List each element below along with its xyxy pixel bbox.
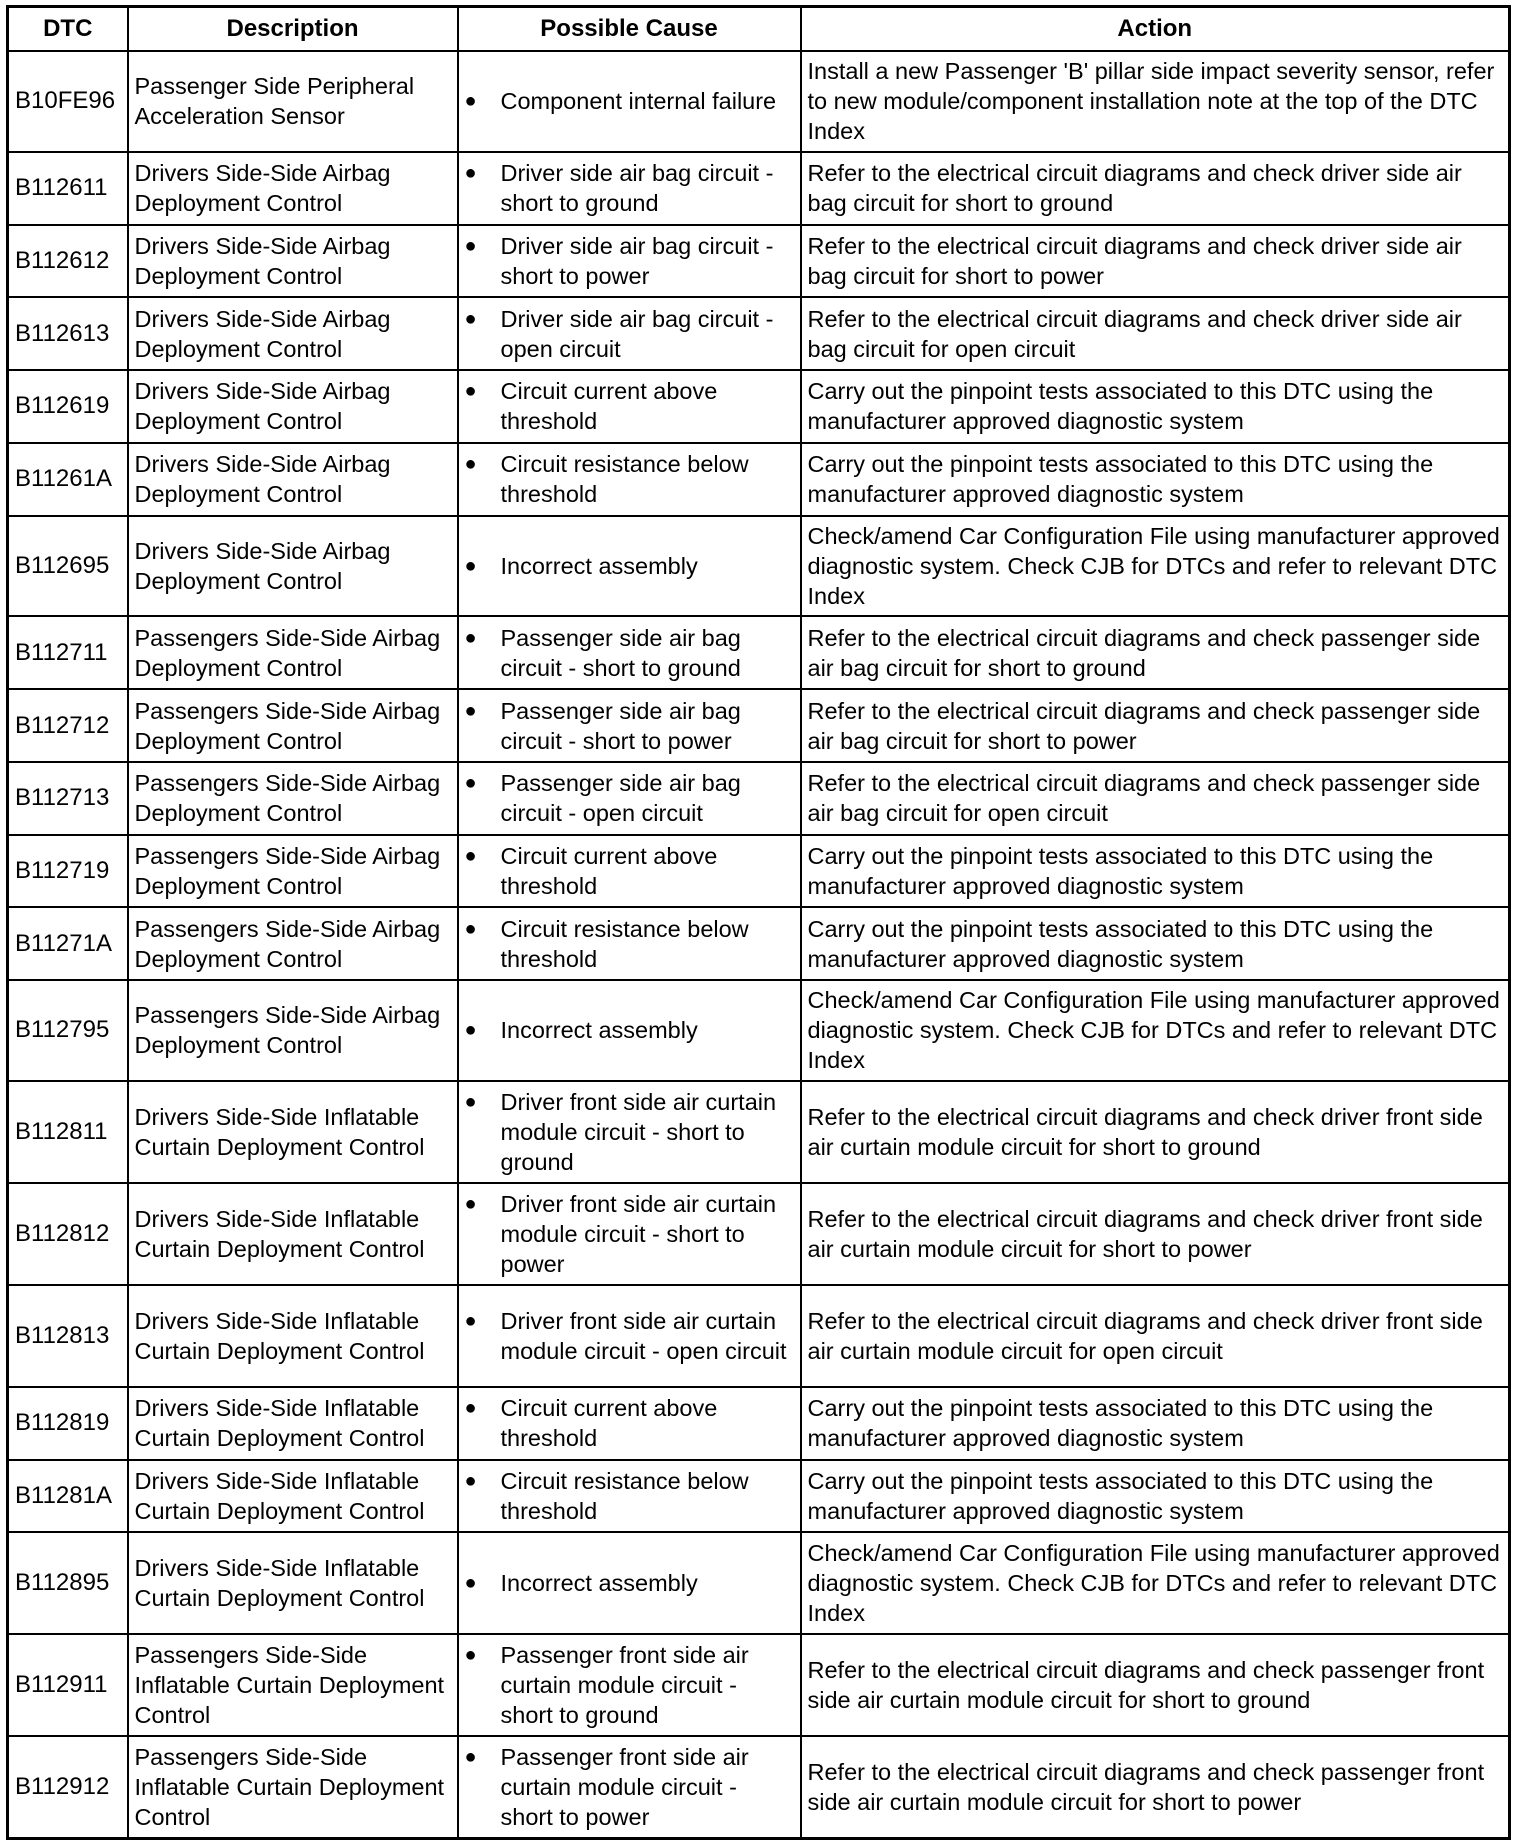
possible-cause-text: Circuit resistance below threshold bbox=[500, 451, 749, 508]
dtc-description: Passengers Side-Side Airbag Deployment Control bbox=[128, 762, 458, 835]
bullet-icon: ● bbox=[464, 554, 477, 577]
possible-cause-text: Circuit current above threshold bbox=[500, 1395, 718, 1452]
dtc-description: Passengers Side-Side Inflatable Curtain Deployment Control bbox=[128, 1634, 458, 1736]
table-row bbox=[8, 1460, 1510, 1533]
action-text: Check/amend Car Configuration File using manufacturer approved diagnostic system. Check CJB for DTCs and refer to relevant DTC Index bbox=[801, 1532, 1510, 1634]
possible-cause-cell bbox=[458, 443, 801, 516]
dtc-code: B112912 bbox=[8, 1736, 128, 1838]
dtc-description: Drivers Side-Side Airbag Deployment Control bbox=[128, 152, 458, 225]
dtc-code: B10FE96 bbox=[8, 51, 128, 152]
table-row bbox=[8, 297, 1510, 370]
table-row bbox=[8, 225, 1510, 298]
dtc-code: B112713 bbox=[8, 762, 128, 835]
table-row bbox=[8, 835, 1510, 908]
action-text: Carry out the pinpoint tests associated to this DTC using the manufacturer approved diagnostic system bbox=[801, 907, 1510, 980]
table-row bbox=[8, 1532, 1510, 1634]
dtc-description: Drivers Side-Side Inflatable Curtain Deployment Control bbox=[128, 1532, 458, 1634]
header-action: Action bbox=[801, 7, 1510, 52]
action-text: Refer to the electrical circuit diagrams and check driver front side air curtain module circuit for short to ground bbox=[801, 1081, 1510, 1183]
possible-cause-cell bbox=[458, 1081, 801, 1183]
table-row bbox=[8, 1285, 1510, 1387]
action-text: Carry out the pinpoint tests associated to this DTC using the manufacturer approved diagnostic system bbox=[801, 835, 1510, 908]
action-text: Refer to the electrical circuit diagrams and check passenger side air bag circuit for open circuit bbox=[801, 762, 1510, 835]
dtc-description: Drivers Side-Side Airbag Deployment Control bbox=[128, 443, 458, 516]
dtc-description: Passenger Side Peripheral Acceleration Sensor bbox=[128, 51, 458, 152]
bullet-icon: ● bbox=[464, 162, 477, 185]
bullet-icon: ● bbox=[464, 626, 477, 649]
bullet-icon: ● bbox=[464, 1469, 477, 1492]
table-row bbox=[8, 516, 1510, 617]
possible-cause-cell bbox=[458, 689, 801, 762]
action-text: Check/amend Car Configuration File using manufacturer approved diagnostic system. Check CJB for DTCs and refer to relevant DTC Index bbox=[801, 516, 1510, 617]
possible-cause-text: Driver side air bag circuit - open circuit bbox=[500, 305, 774, 362]
action-text: Refer to the electrical circuit diagrams and check driver side air bag circuit for short to ground bbox=[801, 152, 1510, 225]
possible-cause-cell bbox=[458, 516, 801, 617]
table-header-row bbox=[8, 7, 1510, 52]
action-text: Install a new Passenger 'B' pillar side impact severity sensor, refer to new module/component installation note at the top of the DTC Index bbox=[801, 51, 1510, 152]
bullet-icon: ● bbox=[464, 1572, 477, 1595]
table-row bbox=[8, 443, 1510, 516]
dtc-description: Passengers Side-Side Airbag Deployment Control bbox=[128, 835, 458, 908]
header-description: Description bbox=[128, 7, 458, 52]
bullet-icon: ● bbox=[464, 1090, 477, 1113]
dtc-code: B112695 bbox=[8, 516, 128, 617]
possible-cause-text: Incorrect assembly bbox=[500, 552, 698, 579]
dtc-code: B112811 bbox=[8, 1081, 128, 1183]
possible-cause-cell bbox=[458, 225, 801, 298]
bullet-icon: ● bbox=[464, 380, 477, 403]
dtc-description: Passengers Side-Side Airbag Deployment Control bbox=[128, 689, 458, 762]
possible-cause-cell bbox=[458, 907, 801, 980]
bullet-icon: ● bbox=[464, 235, 477, 258]
table-row bbox=[8, 907, 1510, 980]
dtc-description: Drivers Side-Side Airbag Deployment Control bbox=[128, 516, 458, 617]
bullet-icon: ● bbox=[464, 1019, 477, 1042]
dtc-table bbox=[6, 5, 1511, 1840]
possible-cause-text: Circuit resistance below threshold bbox=[500, 1467, 749, 1524]
action-text: Refer to the electrical circuit diagrams and check passenger front side air curtain module circuit for short to ground bbox=[801, 1634, 1510, 1736]
possible-cause-text: Passenger side air bag circuit - open circuit bbox=[500, 770, 741, 827]
possible-cause-text: Passenger side air bag circuit - short to ground bbox=[500, 624, 741, 681]
dtc-description: Drivers Side-Side Airbag Deployment Control bbox=[128, 297, 458, 370]
table-row bbox=[8, 1183, 1510, 1285]
table-row bbox=[8, 1081, 1510, 1183]
possible-cause-cell bbox=[458, 370, 801, 443]
possible-cause-text: Incorrect assembly bbox=[500, 1017, 698, 1044]
bullet-icon: ● bbox=[464, 453, 477, 476]
possible-cause-cell bbox=[458, 152, 801, 225]
action-text: Carry out the pinpoint tests associated to this DTC using the manufacturer approved diagnostic system bbox=[801, 443, 1510, 516]
possible-cause-cell bbox=[458, 1532, 801, 1634]
bullet-icon: ● bbox=[464, 307, 477, 330]
table-row bbox=[8, 152, 1510, 225]
table-row bbox=[8, 762, 1510, 835]
dtc-code: B112719 bbox=[8, 835, 128, 908]
possible-cause-text: Driver front side air curtain module circuit - short to ground bbox=[500, 1088, 777, 1175]
bullet-icon: ● bbox=[464, 1644, 477, 1667]
dtc-code: B112795 bbox=[8, 980, 128, 1081]
dtc-description: Passengers Side-Side Airbag Deployment Control bbox=[128, 616, 458, 689]
dtc-description: Drivers Side-Side Inflatable Curtain Deployment Control bbox=[128, 1387, 458, 1460]
dtc-code: B11281A bbox=[8, 1460, 128, 1533]
header-possible-cause: Possible Cause bbox=[458, 7, 801, 52]
action-text: Refer to the electrical circuit diagrams and check passenger side air bag circuit for short to ground bbox=[801, 616, 1510, 689]
action-text: Carry out the pinpoint tests associated to this DTC using the manufacturer approved diagnostic system bbox=[801, 370, 1510, 443]
dtc-code: B112611 bbox=[8, 152, 128, 225]
possible-cause-cell bbox=[458, 1736, 801, 1838]
bullet-icon: ● bbox=[464, 1309, 477, 1332]
possible-cause-cell bbox=[458, 616, 801, 689]
table-row bbox=[8, 1634, 1510, 1736]
dtc-description: Passengers Side-Side Inflatable Curtain Deployment Control bbox=[128, 1736, 458, 1838]
dtc-description: Drivers Side-Side Airbag Deployment Control bbox=[128, 370, 458, 443]
possible-cause-cell bbox=[458, 980, 801, 1081]
dtc-description: Passengers Side-Side Airbag Deployment Control bbox=[128, 907, 458, 980]
dtc-code: B112711 bbox=[8, 616, 128, 689]
header-dtc: DTC bbox=[8, 7, 128, 52]
table-row bbox=[8, 51, 1510, 152]
table-row bbox=[8, 980, 1510, 1081]
possible-cause-text: Passenger front side air curtain module circuit - short to ground bbox=[500, 1642, 749, 1729]
possible-cause-cell bbox=[458, 51, 801, 152]
possible-cause-cell bbox=[458, 1634, 801, 1736]
dtc-code: B112895 bbox=[8, 1532, 128, 1634]
table-row bbox=[8, 370, 1510, 443]
table-row bbox=[8, 1736, 1510, 1838]
possible-cause-cell bbox=[458, 1387, 801, 1460]
dtc-code: B112813 bbox=[8, 1285, 128, 1387]
possible-cause-cell bbox=[458, 1285, 801, 1387]
action-text: Refer to the electrical circuit diagrams and check driver front side air curtain module circuit for open circuit bbox=[801, 1285, 1510, 1387]
possible-cause-cell bbox=[458, 297, 801, 370]
table-body bbox=[8, 51, 1510, 1839]
bullet-icon: ● bbox=[464, 844, 477, 867]
dtc-code: B112911 bbox=[8, 1634, 128, 1736]
action-text: Refer to the electrical circuit diagrams and check passenger front side air curtain module circuit for short to power bbox=[801, 1736, 1510, 1838]
possible-cause-text: Circuit current above threshold bbox=[500, 378, 718, 435]
action-text: Check/amend Car Configuration File using manufacturer approved diagnostic system. Check CJB for DTCs and refer to relevant DTC Index bbox=[801, 980, 1510, 1081]
action-text: Carry out the pinpoint tests associated to this DTC using the manufacturer approved diagnostic system bbox=[801, 1460, 1510, 1533]
action-text: Refer to the electrical circuit diagrams and check passenger side air bag circuit for short to power bbox=[801, 689, 1510, 762]
dtc-code: B112712 bbox=[8, 689, 128, 762]
possible-cause-text: Passenger front side air curtain module circuit - short to power bbox=[500, 1744, 749, 1831]
bullet-icon: ● bbox=[464, 1746, 477, 1769]
bullet-icon: ● bbox=[464, 917, 477, 940]
dtc-code: B11271A bbox=[8, 907, 128, 980]
bullet-icon: ● bbox=[464, 1192, 477, 1215]
dtc-description: Drivers Side-Side Inflatable Curtain Deployment Control bbox=[128, 1285, 458, 1387]
bullet-icon: ● bbox=[464, 772, 477, 795]
bullet-icon: ● bbox=[464, 90, 477, 113]
possible-cause-text: Driver front side air curtain module circuit - short to power bbox=[500, 1190, 777, 1277]
bullet-icon: ● bbox=[464, 699, 477, 722]
dtc-description: Drivers Side-Side Inflatable Curtain Deployment Control bbox=[128, 1460, 458, 1533]
dtc-description: Passengers Side-Side Airbag Deployment Control bbox=[128, 980, 458, 1081]
table-row bbox=[8, 1387, 1510, 1460]
dtc-code: B112612 bbox=[8, 225, 128, 298]
possible-cause-text: Driver front side air curtain module circuit - open circuit bbox=[500, 1307, 787, 1364]
possible-cause-cell bbox=[458, 762, 801, 835]
possible-cause-cell bbox=[458, 1183, 801, 1285]
dtc-code: B112812 bbox=[8, 1183, 128, 1285]
dtc-code: B112613 bbox=[8, 297, 128, 370]
action-text: Carry out the pinpoint tests associated to this DTC using the manufacturer approved diagnostic system bbox=[801, 1387, 1510, 1460]
table-row bbox=[8, 616, 1510, 689]
possible-cause-cell bbox=[458, 835, 801, 908]
possible-cause-text: Incorrect assembly bbox=[500, 1570, 698, 1597]
dtc-description: Drivers Side-Side Inflatable Curtain Deployment Control bbox=[128, 1081, 458, 1183]
action-text: Refer to the electrical circuit diagrams and check driver side air bag circuit for open circuit bbox=[801, 297, 1510, 370]
possible-cause-text: Circuit current above threshold bbox=[500, 842, 718, 899]
possible-cause-text: Driver side air bag circuit - short to power bbox=[500, 233, 774, 290]
action-text: Refer to the electrical circuit diagrams and check driver side air bag circuit for short to power bbox=[801, 225, 1510, 298]
dtc-code: B112619 bbox=[8, 370, 128, 443]
possible-cause-text: Component internal failure bbox=[500, 88, 777, 115]
possible-cause-text: Driver side air bag circuit - short to ground bbox=[500, 160, 774, 217]
action-text: Refer to the electrical circuit diagrams and check driver front side air curtain module circuit for short to power bbox=[801, 1183, 1510, 1285]
bullet-icon: ● bbox=[464, 1397, 477, 1420]
possible-cause-text: Passenger side air bag circuit - short to power bbox=[500, 697, 741, 754]
table-row bbox=[8, 689, 1510, 762]
possible-cause-text: Circuit resistance below threshold bbox=[500, 915, 749, 972]
dtc-description: Drivers Side-Side Inflatable Curtain Deployment Control bbox=[128, 1183, 458, 1285]
dtc-description: Drivers Side-Side Airbag Deployment Control bbox=[128, 225, 458, 298]
dtc-code: B11261A bbox=[8, 443, 128, 516]
dtc-code: B112819 bbox=[8, 1387, 128, 1460]
possible-cause-cell bbox=[458, 1460, 801, 1533]
